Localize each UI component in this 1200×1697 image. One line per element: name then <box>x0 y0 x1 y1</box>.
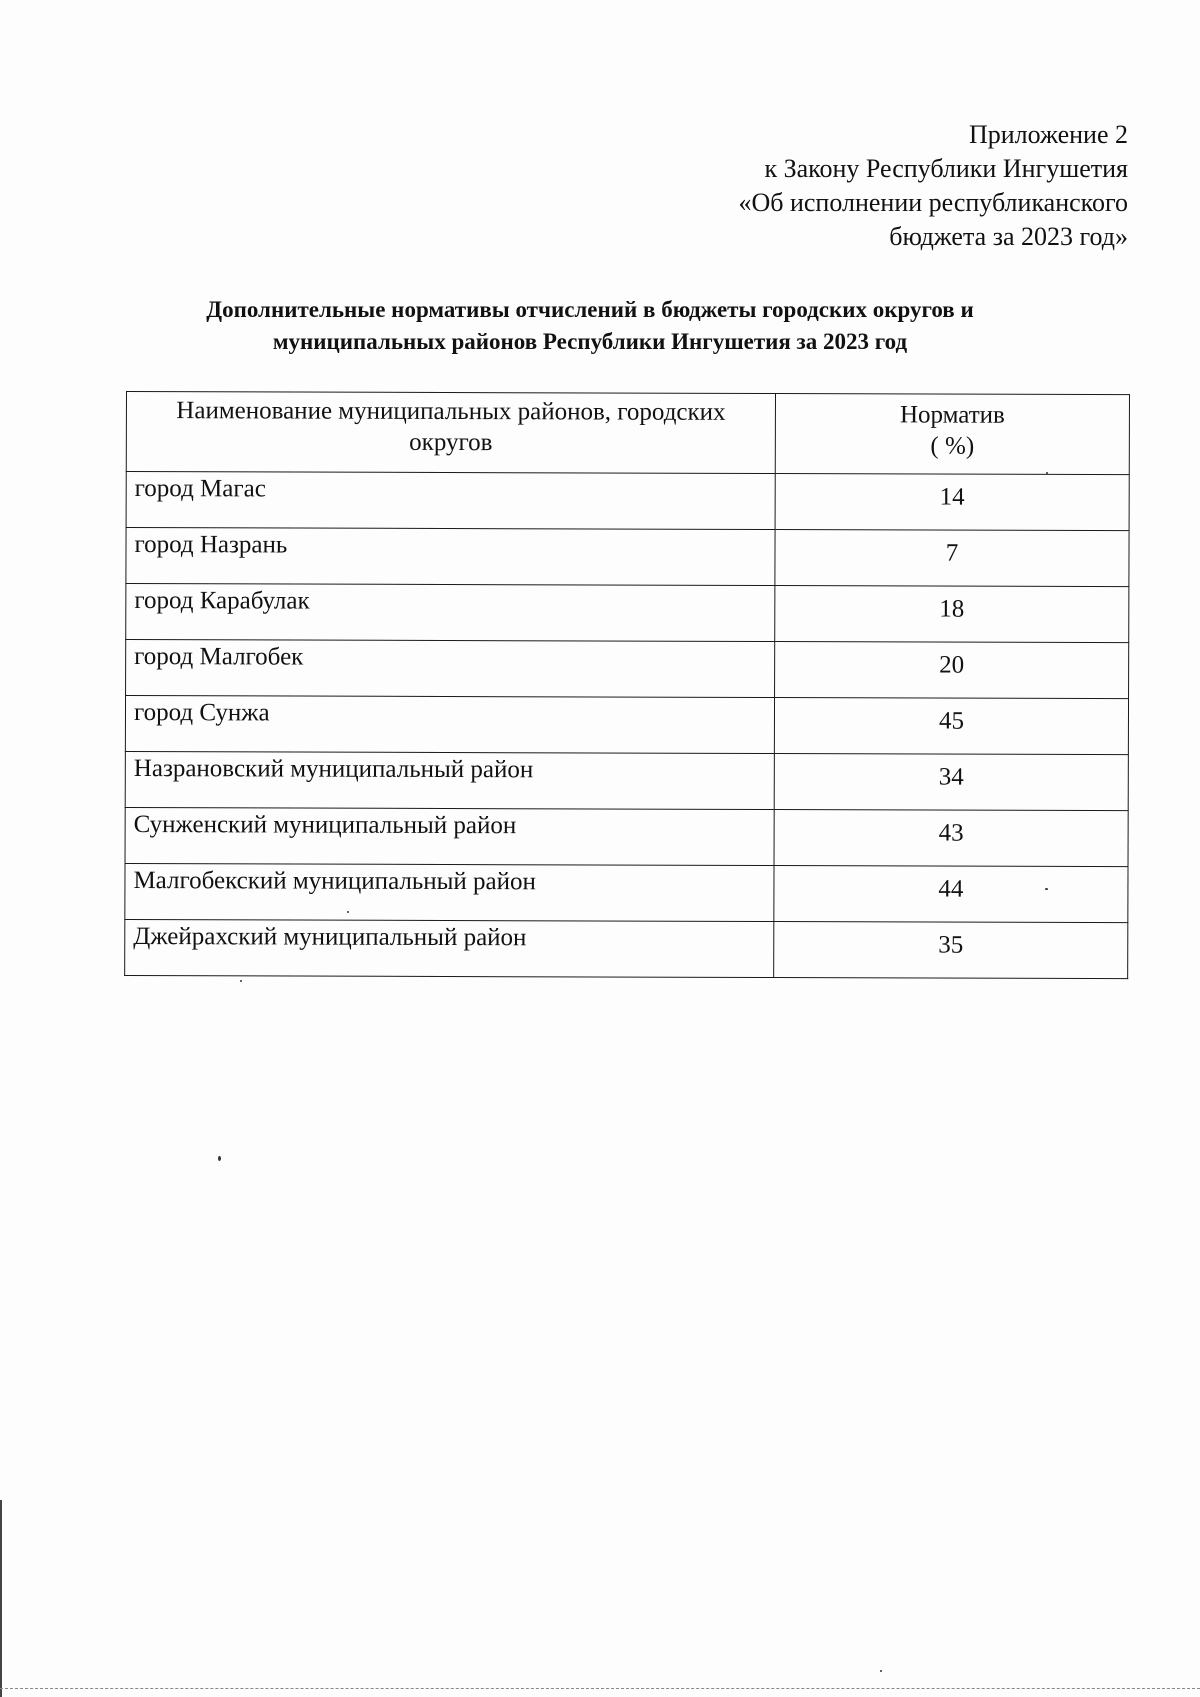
column-header-value <box>775 394 1129 475</box>
scan-speck <box>218 1156 221 1161</box>
norm-value: 18 <box>775 586 1129 643</box>
document-title-line: муниципальных районов Республики Ингушетия за 2023 год <box>272 329 908 354</box>
municipality-name: город Назрань <box>126 528 775 586</box>
table-row <box>125 807 1128 866</box>
norm-value: 43 <box>774 810 1128 867</box>
table-header-row <box>126 392 1129 475</box>
scan-speck <box>1045 888 1048 890</box>
norm-value: 45 <box>774 698 1128 755</box>
norm-value: 34 <box>774 754 1128 811</box>
table-row <box>126 640 1129 699</box>
appendix-header-line: к Закону Республики Ингушетия <box>764 154 1128 183</box>
municipality-name: Назрановский муниципальный район <box>125 751 774 809</box>
norm-value: 7 <box>775 530 1129 587</box>
scan-speck <box>880 1670 882 1672</box>
norm-value: 35 <box>774 922 1128 979</box>
appendix-header-line: «Об исполнении республиканского <box>738 188 1128 217</box>
scan-speck <box>1046 472 1048 474</box>
municipality-name: город Малгобек <box>126 640 775 698</box>
table-row <box>125 751 1128 810</box>
table-row <box>125 919 1128 978</box>
norm-value: 20 <box>775 642 1129 699</box>
table-row <box>125 863 1128 922</box>
norm-value: 14 <box>775 474 1129 531</box>
column-header-value-line: ( %) <box>930 432 975 460</box>
table-row <box>125 696 1128 755</box>
municipality-name: город Карабулак <box>126 584 775 642</box>
norm-value: 44 <box>774 866 1128 923</box>
appendix-header-line: Приложение 2 <box>968 120 1128 149</box>
municipality-name: Малгобекский муниципальный район <box>125 863 774 921</box>
scan-speck <box>347 911 349 913</box>
appendix-header <box>738 118 1128 254</box>
column-header-name <box>126 392 775 474</box>
column-header-value-line: Норматив <box>899 401 1005 429</box>
municipality-name: Сунженский муниципальный район <box>125 807 774 865</box>
document-title <box>120 294 1060 358</box>
scan-edge-bottom <box>0 1688 1200 1697</box>
table-row <box>126 584 1129 643</box>
document-title-line: Дополнительные нормативы отчислений в бюджеты городских округов и <box>206 297 974 322</box>
table-row <box>126 528 1129 587</box>
municipality-name: город Сунжа <box>125 696 774 754</box>
municipality-name: Джейрахский муниципальный район <box>125 919 774 977</box>
appendix-header-line: бюджета за 2023 год» <box>889 222 1128 251</box>
table-row <box>126 472 1129 531</box>
municipality-name: город Магас <box>126 472 775 530</box>
column-header-name-line: Наименование муниципальных районов, городских <box>176 397 726 426</box>
scan-speck <box>240 980 242 982</box>
scan-edge-left <box>0 1500 2 1697</box>
column-header-name-line: округов <box>409 428 493 457</box>
norms-table <box>124 391 1130 979</box>
